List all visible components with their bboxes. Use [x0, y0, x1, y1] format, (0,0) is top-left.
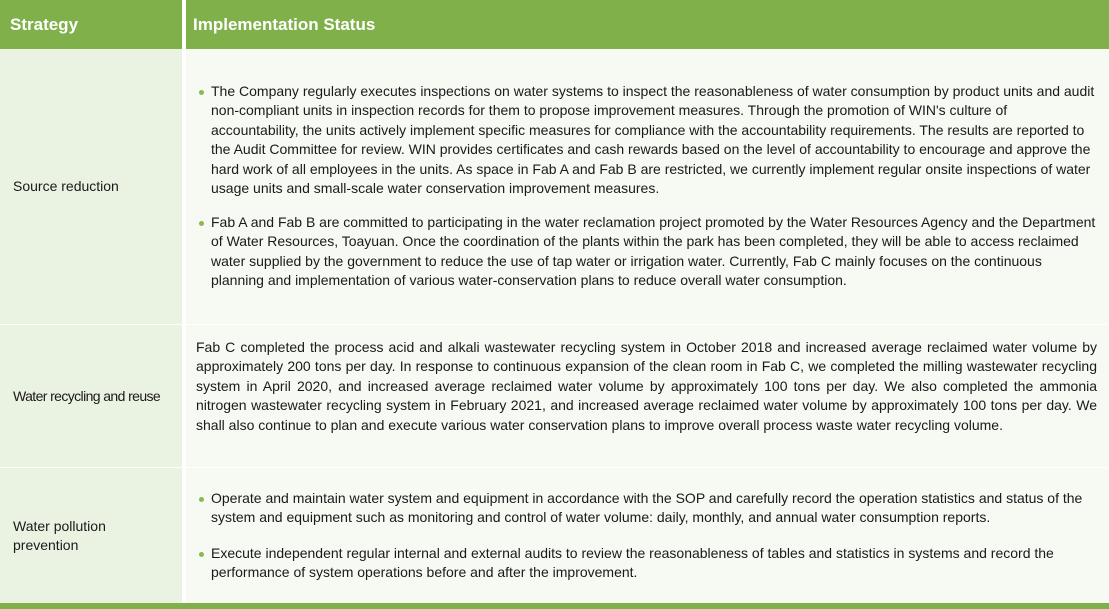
bullet-text: The Company regularly executes inspections on water systems to inspect the reasonableness of water consumption by product units and audit non-compliant units in inspection records for them to propose improvement measures. Through the promotion of WIN's culture of accountability, the units actively implement specific measures for compliance with the accountability requirements. The results are reported to the Audit Committee for review. WIN provides certificates and cash rewards based on the level of accountability to encourage and approve the hard work of all employees in the units. As space in Fab A and Fab B are restricted, we currently implement regular onsite inspections of water usage units and small-scale water conservation improvement measures.: [211, 83, 1095, 197]
bullet-icon: [199, 221, 204, 226]
table-header: [0, 0, 1109, 49]
strategy-cell: [0, 468, 182, 603]
status-cell: [186, 325, 1109, 467]
strategy-label: Water recycling and reuse: [13, 387, 161, 404]
table-row-source-reduction: [0, 49, 1109, 324]
strategy-label: Water pollution prevention: [13, 517, 106, 553]
bullet-item: [196, 213, 1097, 291]
bullet-text: Fab A and Fab B are committed to participating in the water reclamation project promoted by the Water Resources Agency and the Department of Water Resources, Toayuan. Once the coordination of the plants within the park has been completed, they will be able to access reclaimed water supplied by the government to reduce the use of tap water or irrigation water. Currently, Fab C mainly focuses on the continuous planning and implementation of various water-conservation plans to reduce overall water consumption.: [211, 214, 1096, 289]
bullet-item: [196, 544, 1097, 583]
bullet-item: [196, 489, 1097, 528]
bullet-text: Operate and maintain water system and equipment in accordance with the SOP and carefully record the operation statistics and status of the system and equipment such as monitoring and control of water volume: daily, monthly, and annual water consumption reports.: [211, 490, 1083, 526]
status-text: Fab C completed the process acid and alkali wastewater recycling system in October 2018 and increased average reclaimed water volume by approximately 200 tons per day. In response to continuous expansion of the clean room in Fab C, we completed the milling wastewater recycling system in April 2020, and increased average reclaimed water volume by approximately 100 tons per day. We also completed the ammonia nitrogen wastewater recycling system in February 2021, and increased average reclaimed water volume by approximately 100 tons per day. We shall also continue to plan and execute various water conservation plans to improve overall process waste water recycling volume.: [196, 339, 1097, 433]
implementation-status-column-header: Implementation Status: [186, 0, 1109, 49]
bullet-text: Execute independent regular internal and external audits to review the reasonableness of tables and statistics in systems and record the performance of system operations before and after the improvement.: [211, 545, 1054, 581]
bullet-item: [196, 82, 1097, 198]
strategy-cell: [0, 325, 182, 467]
strategy-column-header: Strategy: [0, 0, 182, 49]
strategy-cell: [0, 49, 182, 324]
strategy-label: Source reduction: [13, 178, 119, 194]
status-cell: [186, 468, 1109, 603]
bullet-icon: [199, 497, 204, 502]
table-row-water-pollution-prevention: [0, 468, 1109, 603]
bullet-icon: [199, 552, 204, 557]
bullet-icon: [199, 90, 204, 95]
table-bottom-border: [0, 603, 1109, 609]
table-row-water-recycling: [0, 325, 1109, 467]
status-cell: [186, 49, 1109, 324]
